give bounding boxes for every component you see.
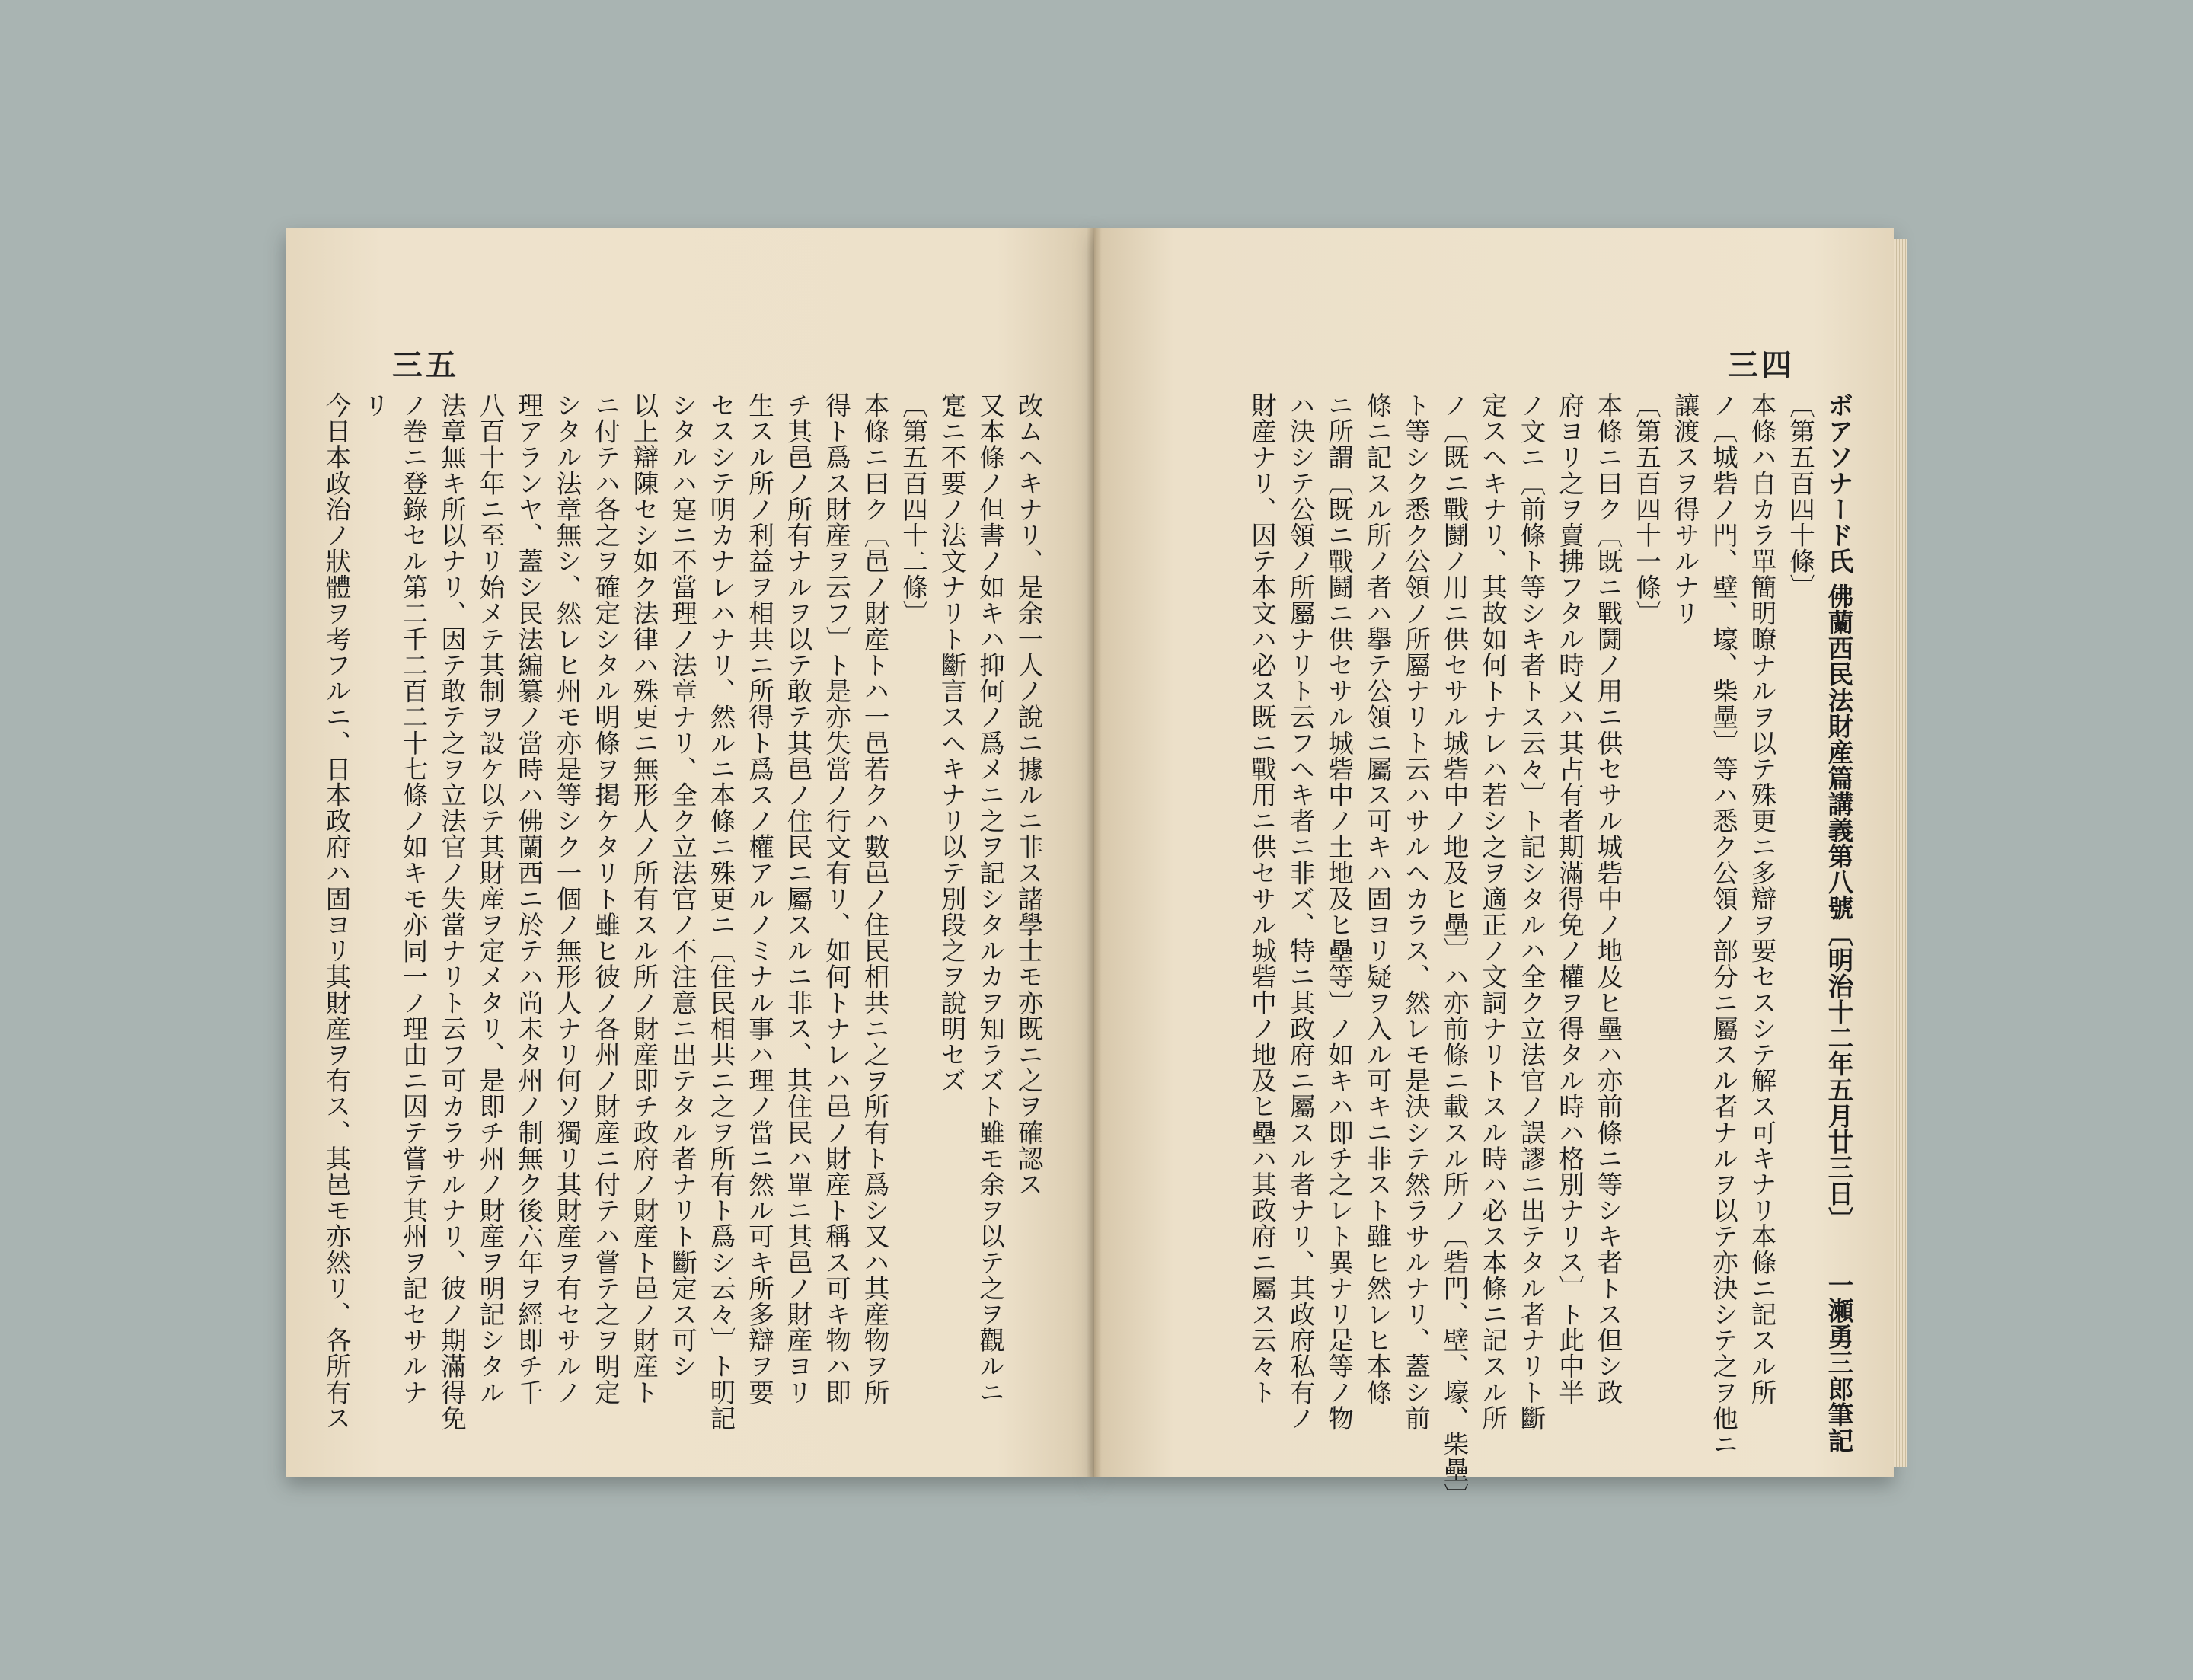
text-line: 府ヨリ之ヲ賣拂フタル時又ハ其占有者期滿得免ノ權ヲ得タル時ハ格別ナリス〕ト此中半 [1554,392,1585,1405]
text-line: 生スル所ノ利益ヲ相共ニ所得ト爲スノ權アルノミナル事ハ理ノ當ニ然ル可キ所多辯ヲ要 [744,392,774,1405]
page-edges [1894,239,1907,1467]
text-line: ノ巻ニ登錄セル第二千二百二十七條ノ如キモ亦同一ノ理由ニ因テ嘗テ其州ヲ記セサルナ [398,392,428,1405]
text-line: シタル法章無シ、然レヒ州モ亦是等シク一個ノ無形人ナリ何ソ獨リ其財産ヲ有セサルノ [552,392,582,1405]
text-line: 讓渡スヲ得サルナリ [1670,392,1700,626]
text-line: 今日本政治ノ狀體ヲ考フルニ、日本政府ハ固ヨリ其財産ヲ有ス、其邑モ亦然リ、各所有ス [321,392,351,1431]
text-line: 本條ニ曰ク〔邑ノ財産トハ一邑若クハ數邑ノ住民相共ニ之ヲ所有ト爲シ又ハ其産物ヲ所 [860,392,889,1405]
left-page-text [321,392,1047,1431]
text-line: 定スヘキナリ、其故如何トナレハ若シ之ヲ適正ノ文詞ナリトスル時ハ必ス本條ニ記スル所 [1477,392,1508,1431]
text-line: 〔第五百四十二條〕 [898,392,928,626]
text-line: 又本條ノ但書ノ如キハ抑何ノ爲メニ之ヲ記シタルカヲ知ラズト雖モ余ヲ以テ之ヲ觀ルニ [975,392,1005,1405]
text-line: ノ〔城砦ノ門、壁、壕、柴壘〕等ハ悉ク公領ノ部分ニ屬スル者ナルヲ以テ亦決シテ之ヲ他ニ [1708,392,1738,1458]
text-line: 本條ハ自カラ單簡明瞭ナルヲ以テ殊更ニ多辯ヲ要セスシテ解ス可キナリ本條ニ記スル所 [1747,392,1776,1405]
right-page-number: 三四 [1728,347,1795,383]
text-line: ノ〔既ニ戰鬪ノ用ニ供セサル城砦中ノ地及ヒ壘〕ハ亦前條ニ載スル所ノ〔砦門、壁、壕、柴壘〕 [1439,392,1469,1509]
text-line: ニ所謂〔既ニ戰鬪ニ供セサル城砦中ノ土地及ヒ壘等〕ノ如キハ即チ之レト異ナリ是等ノ物 [1323,392,1354,1431]
open-book [286,228,1907,1509]
left-page-number: 三五 [392,347,459,383]
text-line: シタルハ寔ニ不當理ノ法章ナリ、全ク立法官ノ不注意ニ出テタル者ナリト斷定ス可シ [667,392,697,1379]
text-line: 改ムヘキナリ、是余一人ノ說ニ據ルニ非ス諸學士モ亦既ニ之ヲ確認ス [1014,392,1043,1198]
text-line: 財産ナリ、因テ本文ハ必ス既ニ戰用ニ供セサル城砦中ノ地及ヒ壘ハ其政府ニ屬ス云々ト [1247,392,1277,1405]
text-line: リ [359,392,390,419]
right-page-text [1195,392,1857,1509]
text-line: 〔第五百四十條〕 [1785,392,1815,600]
text-line: セスシテ明カナレハナリ、然ルニ本條ニ殊更ニ〔住民相共ニ之ヲ所有ト爲シ云々〕ト明記 [706,392,736,1431]
article-heading-line: ボアソナード氏 佛蘭西民法財産篇講義第八號〔明治十二年五月廿三日〕 一瀬勇三郎筆記 [1824,392,1853,1454]
left-page [286,228,1094,1477]
text-line: ノ文ニ〔前條ト等シキ者トス云々〕ト記シタルハ全ク立法官ノ誤謬ニ出テタル者ナリト斷 [1516,392,1546,1431]
text-line: 寔ニ不要ノ法文ナリト斷言スヘキナリ以テ別段之ヲ說明セズ [937,392,966,1094]
book-gutter [1087,228,1102,1477]
right-page [1094,228,1894,1509]
text-line: 本條ニ曰ク〔既ニ戰鬪ノ用ニ供セサル城砦中ノ地及ヒ壘ハ亦前條ニ等シキ者トス但シ政 [1593,392,1623,1405]
text-line: 得ト爲ス財産ヲ云フ〕ト是亦失當ノ行文有リ、如何トナレハ邑ノ財産ト稱ス可キ物ハ即 [821,392,851,1405]
text-line: ト等シク悉ク公領ノ所屬ナリト云ハサルヘカラス、然レモ是決シテ然ラサルナリ、蓋シ前 [1400,392,1431,1431]
text-line: 以上辯陳セシ如ク法律ハ殊更ニ無形人ノ所有スル所ノ財産即チ政府ノ財産ト邑ノ財産ト [629,392,659,1405]
text-line: 法章無キ所以ナリ、因テ敢テ之ヲ立法官ノ失當ナリト云フ可カラサルナリ、彼ノ期滿得免 [436,392,467,1431]
text-line: ハ決シテ公領ノ所屬ナリト云フヘキ者ニ非ズ、特ニ其政府ニ屬スル者ナリ、其政府私有ノ [1285,392,1315,1431]
text-line: 條ニ記スル所ノ者ハ擧テ公領ニ屬ス可キハ固ヨリ疑ヲ入ル可キニ非スト雖ヒ然レヒ本條 [1362,392,1392,1405]
text-line: チ其邑ノ所有ナルヲ以テ敢テ其邑ノ住民ニ屬スルニ非ス、其住民ハ單ニ其邑ノ財産ヨリ [783,392,812,1405]
text-line: ニ付テハ各之ヲ確定シタル明條ヲ掲ケタリト雖ヒ彼ノ各州ノ財産ニ付テハ嘗テ之ヲ明定 [590,392,621,1405]
text-line: 理アランヤ、蓋シ民法編纂ノ當時ハ佛蘭西ニ於テハ尚未タ州ノ制無ク後六年ヲ經即チ千 [513,392,544,1405]
text-line: 八百十年ニ至リ始メテ其制ヲ設ケ以テ其財産ヲ定メタリ、是即チ州ノ財産ヲ明記シタル [475,392,505,1405]
text-line: 〔第五百四十一條〕 [1631,392,1662,626]
